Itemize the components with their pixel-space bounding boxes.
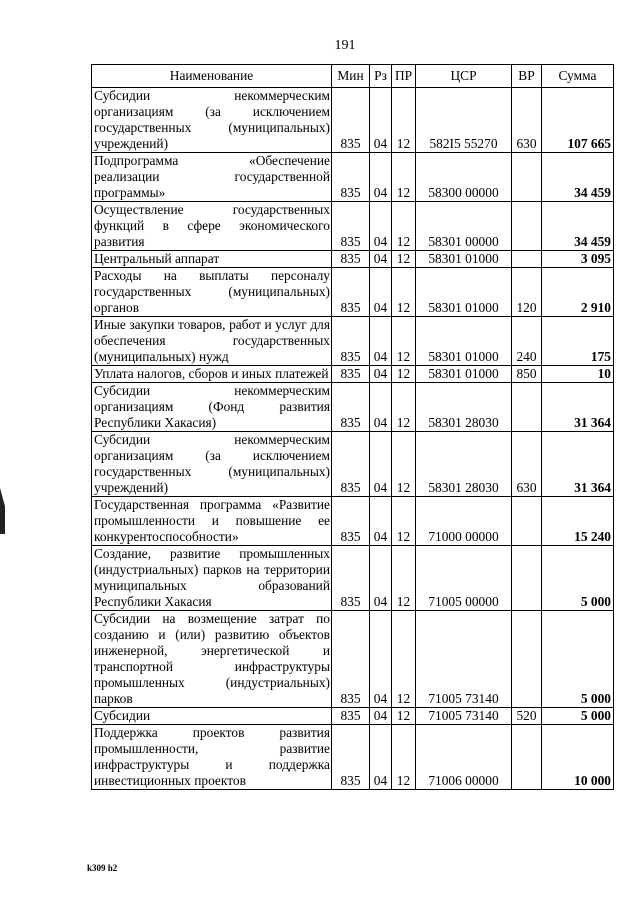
cell-vr xyxy=(512,383,542,432)
cell-csr: 582I5 55270 xyxy=(416,88,512,153)
table-row xyxy=(92,611,614,708)
table-row xyxy=(92,546,614,611)
cell-name: Уплата налогов, сборов и иных платежей xyxy=(92,366,332,383)
cell-name: Иные закупки товаров, работ и услуг для обеспечения государственных (муниципальных) нужд xyxy=(92,317,332,366)
cell-csr: 58301 01000 xyxy=(416,268,512,317)
cell-name: Центральный аппарат xyxy=(92,251,332,268)
table-row xyxy=(92,366,614,383)
header-pr: ПР xyxy=(392,65,416,88)
cell-vr: 630 xyxy=(512,432,542,497)
cell-sum: 107 665 xyxy=(542,88,614,153)
cell-min: 835 xyxy=(332,497,370,546)
cell-pr: 12 xyxy=(392,432,416,497)
table-row xyxy=(92,88,614,153)
cell-sum: 31 364 xyxy=(542,432,614,497)
table-row xyxy=(92,153,614,202)
cell-sum: 34 459 xyxy=(542,153,614,202)
cell-pr: 12 xyxy=(392,383,416,432)
table-row xyxy=(92,383,614,432)
table-body xyxy=(92,88,614,790)
cell-rz: 04 xyxy=(370,546,392,611)
cell-sum: 175 xyxy=(542,317,614,366)
cell-vr xyxy=(512,251,542,268)
cell-min: 835 xyxy=(332,88,370,153)
cell-min: 835 xyxy=(332,317,370,366)
cell-name: Субсидии некоммерческим организациям (за исключением государственных (муниципальных) учреждений) xyxy=(92,88,332,153)
cell-min: 835 xyxy=(332,153,370,202)
cell-min: 835 xyxy=(332,383,370,432)
cell-name: Субсидии xyxy=(92,708,332,725)
cell-min: 835 xyxy=(332,546,370,611)
scan-edge-mark xyxy=(0,488,5,534)
cell-vr xyxy=(512,153,542,202)
cell-min: 835 xyxy=(332,725,370,790)
cell-min: 835 xyxy=(332,268,370,317)
cell-sum: 2 910 xyxy=(542,268,614,317)
cell-csr: 58301 01000 xyxy=(416,317,512,366)
cell-min: 835 xyxy=(332,432,370,497)
page-number: 191 xyxy=(334,38,356,53)
cell-rz: 04 xyxy=(370,202,392,251)
cell-pr: 12 xyxy=(392,251,416,268)
cell-pr: 12 xyxy=(392,317,416,366)
cell-name: Создание, развитие промышленных (индустриальных) парков на территории муниципальных образований Республики Хакасия xyxy=(92,546,332,611)
cell-sum: 5 000 xyxy=(542,611,614,708)
cell-vr: 120 xyxy=(512,268,542,317)
header-min: Мин xyxy=(332,65,370,88)
cell-pr: 12 xyxy=(392,268,416,317)
cell-csr: 58300 00000 xyxy=(416,153,512,202)
header-vr: ВР xyxy=(512,65,542,88)
header-csr: ЦСР xyxy=(416,65,512,88)
table-row xyxy=(92,268,614,317)
cell-csr: 71000 00000 xyxy=(416,497,512,546)
cell-vr: 520 xyxy=(512,708,542,725)
cell-rz: 04 xyxy=(370,251,392,268)
cell-rz: 04 xyxy=(370,708,392,725)
header-row xyxy=(92,65,614,88)
cell-vr xyxy=(512,546,542,611)
cell-vr xyxy=(512,202,542,251)
cell-name: Субсидии на возмещение затрат по созданию и (или) развитию объектов инженерной, энергетической и транспортной инфраструктуры промышленных (индустриальных) парков xyxy=(92,611,332,708)
cell-csr: 71006 00000 xyxy=(416,725,512,790)
cell-min: 835 xyxy=(332,202,370,251)
cell-name: Государственная программа «Развитие промышленности и повышение ее конкурентоспособности» xyxy=(92,497,332,546)
table-row xyxy=(92,251,614,268)
cell-sum: 34 459 xyxy=(542,202,614,251)
cell-csr: 71005 00000 xyxy=(416,546,512,611)
table-row xyxy=(92,317,614,366)
cell-sum: 10 xyxy=(542,366,614,383)
cell-pr: 12 xyxy=(392,546,416,611)
cell-csr: 58301 01000 xyxy=(416,366,512,383)
header-rz: Рз xyxy=(370,65,392,88)
cell-pr: 12 xyxy=(392,153,416,202)
cell-sum: 15 240 xyxy=(542,497,614,546)
cell-vr: 850 xyxy=(512,366,542,383)
cell-csr: 58301 28030 xyxy=(416,383,512,432)
cell-sum: 10 000 xyxy=(542,725,614,790)
cell-pr: 12 xyxy=(392,366,416,383)
table-row xyxy=(92,708,614,725)
cell-pr: 12 xyxy=(392,611,416,708)
cell-pr: 12 xyxy=(392,725,416,790)
cell-rz: 04 xyxy=(370,383,392,432)
header-sum: Сумма xyxy=(542,65,614,88)
cell-rz: 04 xyxy=(370,88,392,153)
cell-sum: 3 095 xyxy=(542,251,614,268)
cell-name: Подпрограмма «Обеспечение реализации государственной программы» xyxy=(92,153,332,202)
cell-rz: 04 xyxy=(370,432,392,497)
cell-name: Осуществление государственных функций в сфере экономического развития xyxy=(92,202,332,251)
cell-sum: 5 000 xyxy=(542,708,614,725)
table-row xyxy=(92,725,614,790)
header-name: Наименование xyxy=(92,65,332,88)
cell-sum: 31 364 xyxy=(542,383,614,432)
cell-name: Субсидии некоммерческим организациям (Фонд развития Республики Хакасия) xyxy=(92,383,332,432)
cell-rz: 04 xyxy=(370,497,392,546)
cell-min: 835 xyxy=(332,366,370,383)
cell-min: 835 xyxy=(332,708,370,725)
cell-sum: 5 000 xyxy=(542,546,614,611)
budget-table xyxy=(91,64,614,790)
cell-name: Субсидии некоммерческим организациям (за исключением государственных (муниципальных) учреждений) xyxy=(92,432,332,497)
cell-rz: 04 xyxy=(370,317,392,366)
cell-name: Поддержка проектов развития промышленности, развитие инфраструктуры и поддержка инвестиционных проектов xyxy=(92,725,332,790)
cell-pr: 12 xyxy=(392,202,416,251)
cell-vr xyxy=(512,611,542,708)
cell-csr: 58301 01000 xyxy=(416,251,512,268)
cell-min: 835 xyxy=(332,251,370,268)
cell-vr: 630 xyxy=(512,88,542,153)
cell-vr: 240 xyxy=(512,317,542,366)
table-row xyxy=(92,202,614,251)
cell-csr: 71005 73140 xyxy=(416,611,512,708)
footer-code: k309 h2 xyxy=(87,863,118,873)
cell-vr xyxy=(512,725,542,790)
cell-csr: 71005 73140 xyxy=(416,708,512,725)
cell-pr: 12 xyxy=(392,497,416,546)
cell-rz: 04 xyxy=(370,725,392,790)
cell-rz: 04 xyxy=(370,611,392,708)
cell-rz: 04 xyxy=(370,153,392,202)
cell-csr: 58301 28030 xyxy=(416,432,512,497)
cell-min: 835 xyxy=(332,611,370,708)
table-row xyxy=(92,497,614,546)
cell-rz: 04 xyxy=(370,366,392,383)
cell-pr: 12 xyxy=(392,88,416,153)
cell-pr: 12 xyxy=(392,708,416,725)
cell-csr: 58301 00000 xyxy=(416,202,512,251)
table-row xyxy=(92,432,614,497)
cell-rz: 04 xyxy=(370,268,392,317)
cell-vr xyxy=(512,497,542,546)
cell-name: Расходы на выплаты персоналу государственных (муниципальных) органов xyxy=(92,268,332,317)
